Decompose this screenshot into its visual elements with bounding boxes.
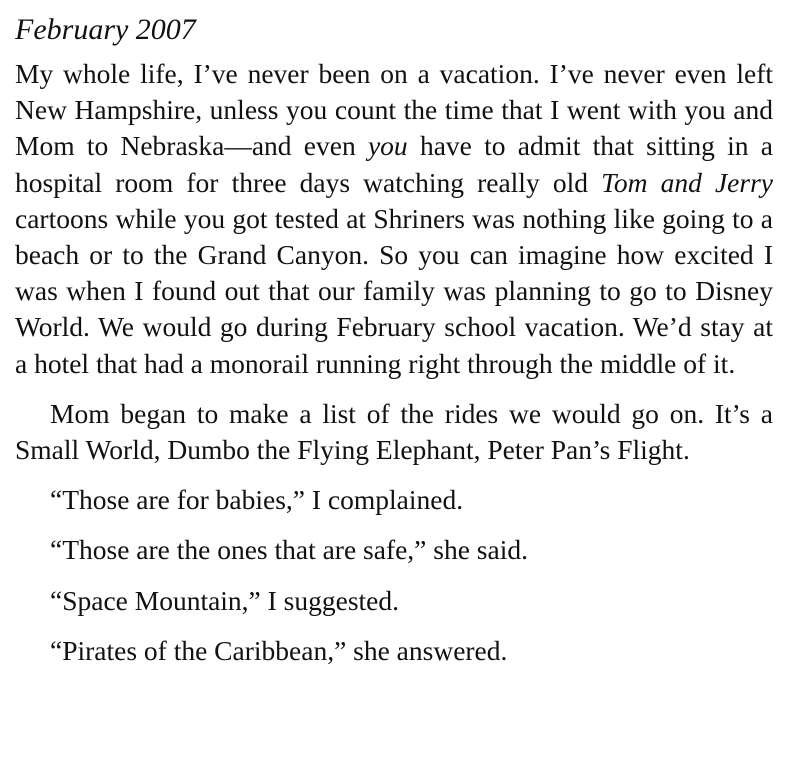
paragraph-vacation: [15, 56, 773, 382]
cartoon-title: Tom and Jerry: [601, 166, 773, 198]
paragraph-text: cartoons while you got tested at Shriners was nothing like going to a beach or to the Grand Canyon. So you can imagine how excited I was when I found out that our family was planning to go to Disney World. We would go during February school vacation. We’d stay at a hotel that had a monorail running right through the middle of it.: [15, 202, 773, 379]
paragraph-rides: Mom began to make a list of the rides we would go on. It’s a Small World, Dumbo the Flying Elephant, Peter Pan’s Flight.: [15, 397, 773, 466]
emphasis-text: you: [367, 130, 408, 162]
dialogue-line: “Pirates of the Caribbean,” she answered.: [50, 634, 508, 666]
paragraph-text: My whole life, I’ve never been on a vacation. I’ve never even left New Hampshire, unless you count the time that I went with you and Mom to Nebraska—and even: [15, 58, 773, 162]
dialogue-line: “Space Mountain,” I suggested.: [50, 584, 400, 616]
dialogue-line: “Those are for babies,” I complained.: [50, 484, 464, 516]
chapter-heading: February 2007: [15, 13, 196, 46]
dialogue-line: “Those are the ones that are safe,” she said.: [50, 534, 528, 566]
paragraph-text: have to admit that sitting in a hospital room for three days watching really old: [15, 130, 774, 198]
